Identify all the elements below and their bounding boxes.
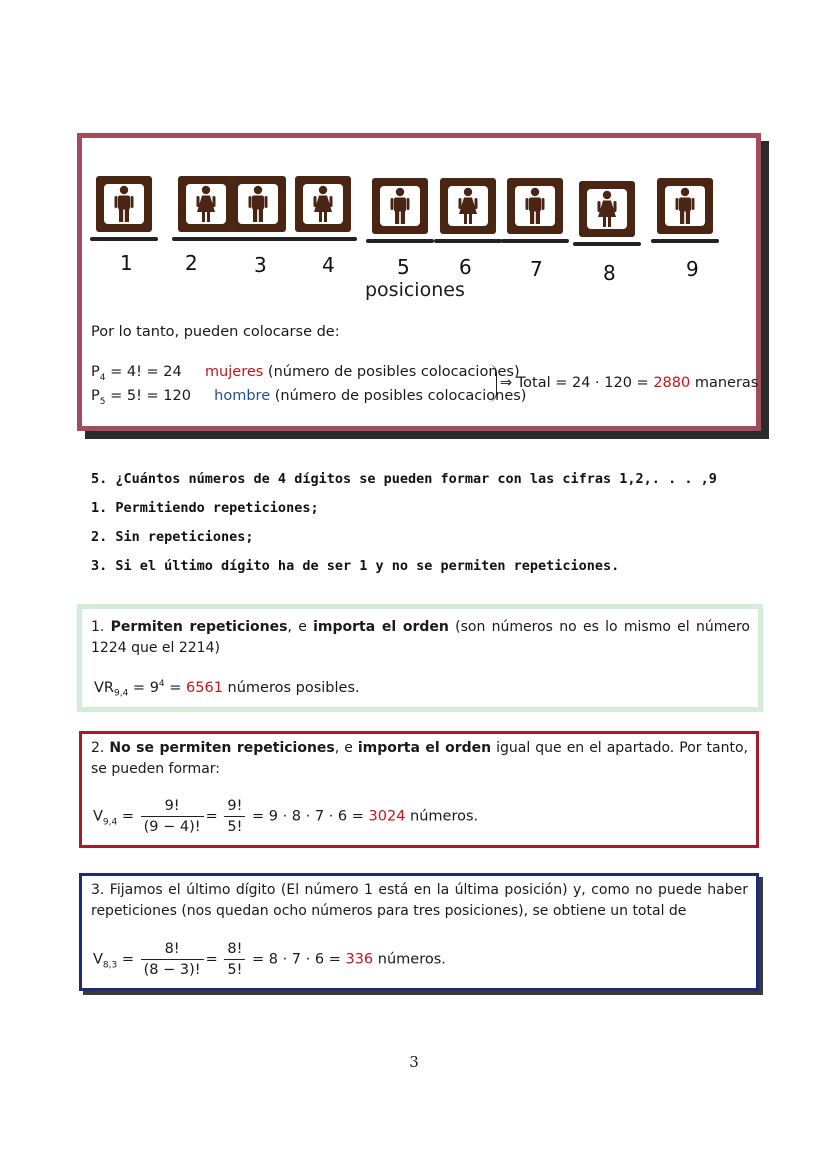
- total-arrangements: ⇒ Total = 24 · 120 = 2880 maneras: [500, 375, 759, 391]
- answer-1-formula: $VR_{9,4} = 9^4 = 6561$ números posibles.: [94, 679, 360, 699]
- men-label: hombre: [214, 388, 271, 404]
- question-part-1: 1. Permitiendo repeticiones;: [91, 500, 319, 516]
- answer-2-value: 3024: [368, 808, 406, 825]
- position-number: 4: [322, 253, 335, 277]
- box1-intro-text: Por lo tanto, pueden colocarse de:: [91, 324, 340, 340]
- position-number: 1: [120, 251, 133, 275]
- woman-icon: [440, 178, 496, 234]
- answer-1-value: 6561: [186, 679, 223, 696]
- position-slot-line: [573, 242, 641, 246]
- woman-icon: [579, 181, 635, 237]
- woman-icon-figure: [303, 184, 343, 224]
- man-icon-figure: [238, 184, 278, 224]
- answer-3-fraction-1: $\frac{8!}{(8 - 3)!}$: [141, 939, 204, 980]
- position-slot-line: [434, 239, 502, 243]
- position-slot-line: [501, 239, 569, 243]
- page-number: 3: [409, 1053, 419, 1071]
- position-number: 3: [254, 253, 267, 277]
- answer-3-fraction-2: $\frac{8!}{5!}$: [224, 939, 245, 980]
- position-slot-line: [366, 239, 434, 243]
- answer-1-text: 1. Permiten repeticiones, e importa el orden (son números no es lo mismo el número 1224 que el 2214): [91, 619, 750, 656]
- answer-2-box: [79, 731, 759, 848]
- answer-2-formula: $V_{9,4}$ = $\frac{9!}{(9 - 4)!}$ = $\frac{9!}{5!}$ = 9 · 8 · 7 · 6 = 3024 números.: [93, 798, 479, 835]
- question-part-2: 2. Sin repeticiones;: [91, 529, 254, 545]
- position-slot-line: [289, 237, 357, 241]
- woman-icon: [178, 176, 234, 232]
- woman-icon: [295, 176, 351, 232]
- position-number: 2: [185, 251, 198, 275]
- positions-caption: posiciones: [365, 279, 465, 301]
- answer-3-box: [79, 873, 759, 991]
- man-icon: [657, 178, 713, 234]
- right-brace: [488, 364, 497, 402]
- permutation-men-row: $P_5 = 5$! = 120 hombre (número de posibles colocaciones): [91, 388, 527, 407]
- position-slot-line: [90, 237, 158, 241]
- woman-icon-figure: [448, 186, 488, 226]
- answer-3-formula: $V_{8,3}$ = $\frac{8!}{(8 - 3)!}$ = $\frac{8!}{5!}$ = 8 · 7 · 6 = 336 números.: [93, 941, 446, 978]
- women-label: mujeres: [204, 364, 264, 380]
- man-icon-figure: [104, 184, 144, 224]
- question-part-3: 3. Si el último dígito ha de ser 1 y no se permiten repeticiones.: [91, 558, 620, 574]
- position-number: 7: [530, 257, 543, 281]
- position-number: 8: [603, 261, 616, 285]
- answer-3-text: 3. Fijamos el último dígito (El número 1 está en la última posición) y, como no puede haber repeticiones (nos quedan ocho números para tres posiciones), se obtiene un total de: [91, 882, 748, 919]
- man-icon: [96, 176, 152, 232]
- answer-2-text: 2. No se permiten repeticiones, e importa el orden igual que en el apartado. Por tanto, se pueden formar:: [91, 740, 748, 777]
- answer-1-box: [77, 604, 763, 712]
- man-icon-figure: [515, 186, 555, 226]
- position-slot-line: [224, 237, 292, 241]
- position-number: 6: [459, 255, 472, 279]
- answer-2-fraction-1: $\frac{9!}{(9 - 4)!}$: [141, 796, 204, 837]
- position-slot-line: [651, 239, 719, 243]
- woman-icon-figure: [587, 189, 627, 229]
- answer-2-fraction-2: $\frac{9!}{5!}$: [224, 796, 245, 837]
- woman-icon-figure: [186, 184, 226, 224]
- answer-3-value: 336: [345, 951, 374, 968]
- permutation-women-row: $P_4 = 4$! = 24 mujeres (número de posibles colocaciones): [91, 364, 520, 383]
- man-icon: [372, 178, 428, 234]
- man-icon: [507, 178, 563, 234]
- position-number: 5: [397, 255, 410, 279]
- question-heading: 5. ¿Cuántos números de 4 dígitos se pueden formar con las cifras 1,2,. . . ,9: [91, 471, 717, 487]
- total-value: 2880: [653, 375, 691, 391]
- position-number: 9: [686, 257, 699, 281]
- arrangement-figure-box: [77, 133, 761, 431]
- man-icon-figure: [665, 186, 705, 226]
- man-icon: [230, 176, 286, 232]
- man-icon-figure: [380, 186, 420, 226]
